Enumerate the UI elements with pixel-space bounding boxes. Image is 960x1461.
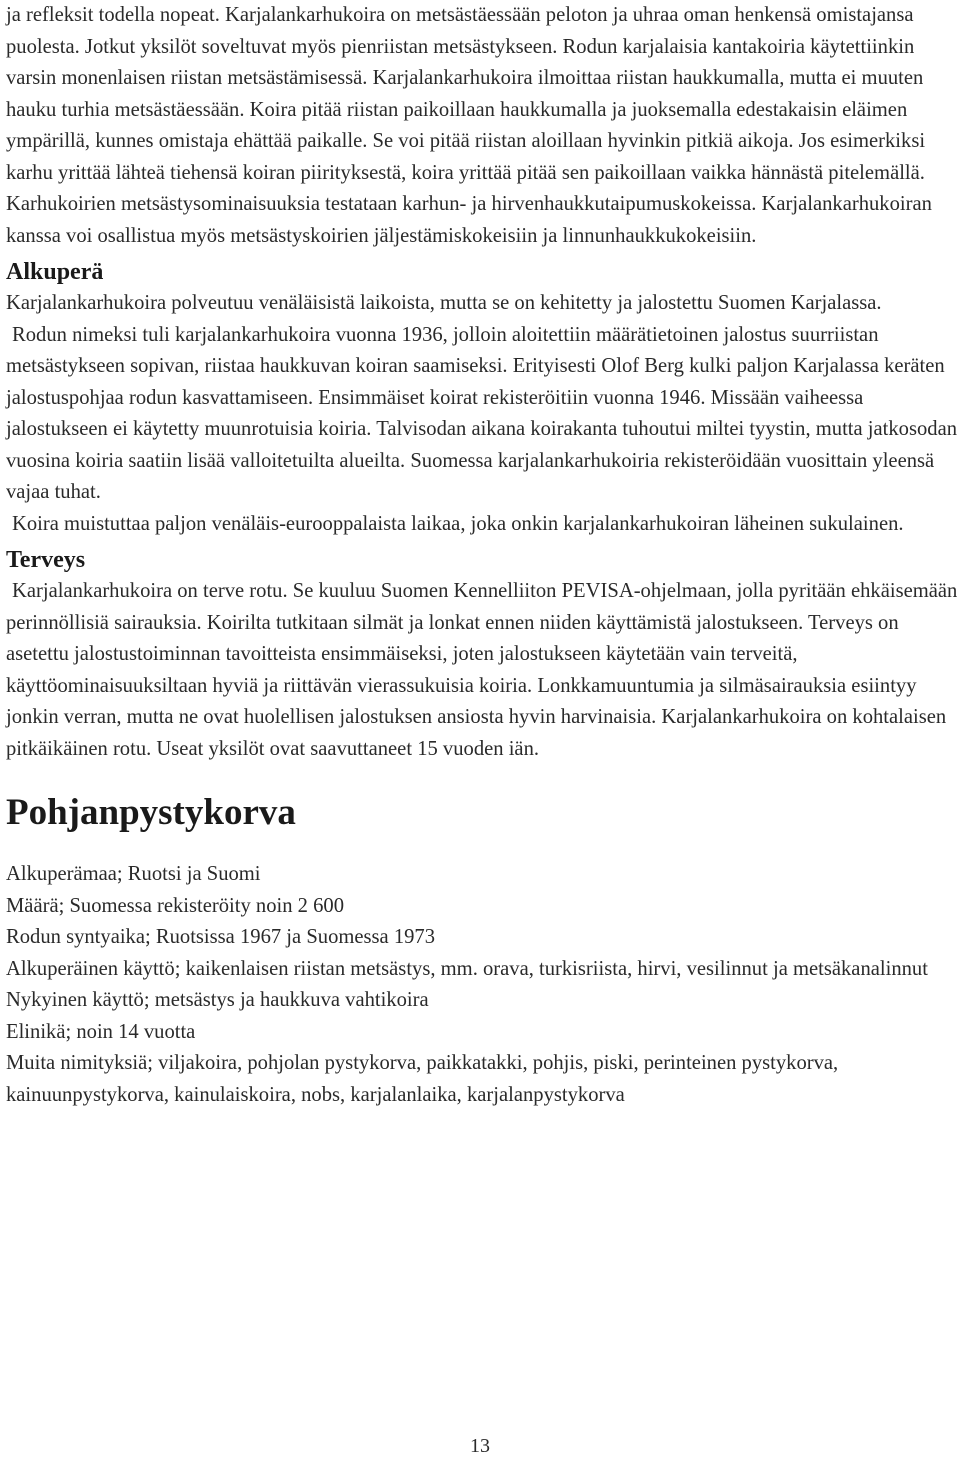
breed-title: Pohjanpystykorva xyxy=(6,792,296,833)
fact-other-names: Muita nimityksiä; viljakoira, pohjolan pystykorva, paikkatakki, pohjis, piski, perinteinen pystykorva, kainuunpystykorva, kainulaiskoira, nobs, karjalanlaika, karjalanpystykorva xyxy=(6,1052,839,1106)
origin-heading: Alkuperä xyxy=(6,259,104,285)
intro-paragraph-1: ja refleksit todella nopeat. Karjalankarhukoira on metsästäessään peloton ja uhraa oman henkensä omistajansa puolesta. Jotkut yksilöt soveltuvat myös pienriistan metsästykseen. Rodun karjalaisia kantakoiria käytettiinkin varsin monenlaisen riistan metsästämisessä. Karjalankarhukoira ilmoittaa riistan haukkumalla, mutta ei muuten hauku turhia metsästäessään. Koira pitää riistan paikoillaan haukkumalla ja juoksemalla edestakaisin eläimen ympärillä, kunnes omistaja ehättää paikalle. Se voi pitää riistan aloillaan hyvinkin pitkiä aikoja. Jos esimerkiksi karhu yrittää lähteä tiehensä koiran piirityksestä, koira yrittää pitää sen paikoillaan vaikka hännästä pitelemällä. xyxy=(6,4,926,184)
origin-paragraph-2: Rodun nimeksi tuli karjalankarhukoira vuonna 1936, jolloin aloitettiin määrätietoinen jalostus suurriistan metsästykseen sopivan, riistaa haukkuvan koiran saamiseksi. Erityisesti Olof Berg kulki paljon Karjalassa keräten jalostuspohjaa rodun kasvattamiseen. Ensimmäiset koirat rekisteröitiin vuonna 1946. Missään vaiheessa jalostukseen ei käytetty muunrotuisia koiria. Talvisodan aikana koirakanta tuhoutui miltei tyystin, mutta jatkosodan vuosina koiria saatiin lisää valloitetuilta alueilta. Suomessa karjalankarhukoiria rekisteröidään vuosittain yleensä vajaa tuhat. xyxy=(6,323,958,503)
health-paragraph-1: Karjalankarhukoira on terve rotu. Se kuuluu Suomen Kennelliiton PEVISA-ohjelmaan, jolla pyritään ehkäisemään perinnöllisiä sairauksia. Koirilta tutkitaan silmät ja lonkat ennen niiden käyttämistä jalostukseen. Terveys on asetettu jalostustoiminnan tavoitteista ensimmäiseksi, joten jalostukseen käytetään vain terveitä, käyttöominaisuuksiltaan hyviä ja riittävän vierassukuisia koiria. Lonkkamuuntumia ja silmäsairauksia esiintyy jonkin verran, mutta ne ovat huolellisen jalostuksen ansiosta hyvin harvinaisia. Karjalankarhukoira on kohtalaisen pitkäikäinen rotu. Useat yksilöt ovat saavuttaneet 15 vuoden iän. xyxy=(6,580,958,760)
fact-original-use: Alkuperäinen käyttö; kaikenlaisen riistan metsästys, mm. orava, turkisriista, hirvi, vesilinnut ja metsäkanalinnut xyxy=(6,957,928,980)
intro-paragraph-2: Karhukoirien metsästysominaisuuksia testataan karhun- ja hirvenhaukkutaipumuskokeissa. Karjalankarhukoiran kanssa voi osallistua myös metsästyskoirien jäljestämiskokeisiin ja linnunhaukkukokeisiin. xyxy=(6,193,932,247)
page-number: 13 xyxy=(470,1435,490,1457)
fact-lifespan: Elinikä; noin 14 vuotta xyxy=(6,1020,196,1043)
document-page xyxy=(6,0,958,1111)
fact-current-use: Nykyinen käyttö; metsästys ja haukkuva vahtikoira xyxy=(6,989,429,1011)
origin-paragraph-3: Koira muistuttaa paljon venäläis-eurooppalaista laikaa, joka onkin karjalankarhukoiran läheinen sukulainen. xyxy=(12,512,904,535)
fact-registered-count: Määrä; Suomessa rekisteröity noin 2 600 xyxy=(6,894,345,917)
health-heading: Terveys xyxy=(6,547,86,573)
fact-origin-country: Alkuperämaa; Ruotsi ja Suomi xyxy=(6,863,261,885)
fact-breed-founded: Rodun syntyaika; Ruotsissa 1967 ja Suomessa 1973 xyxy=(6,926,436,948)
origin-paragraph-1: Karjalankarhukoira polveutuu venäläisistä laikoista, mutta se on kehitetty ja jalostettu Suomen Karjalassa. xyxy=(6,292,882,314)
breed-facts-list xyxy=(6,859,958,1111)
